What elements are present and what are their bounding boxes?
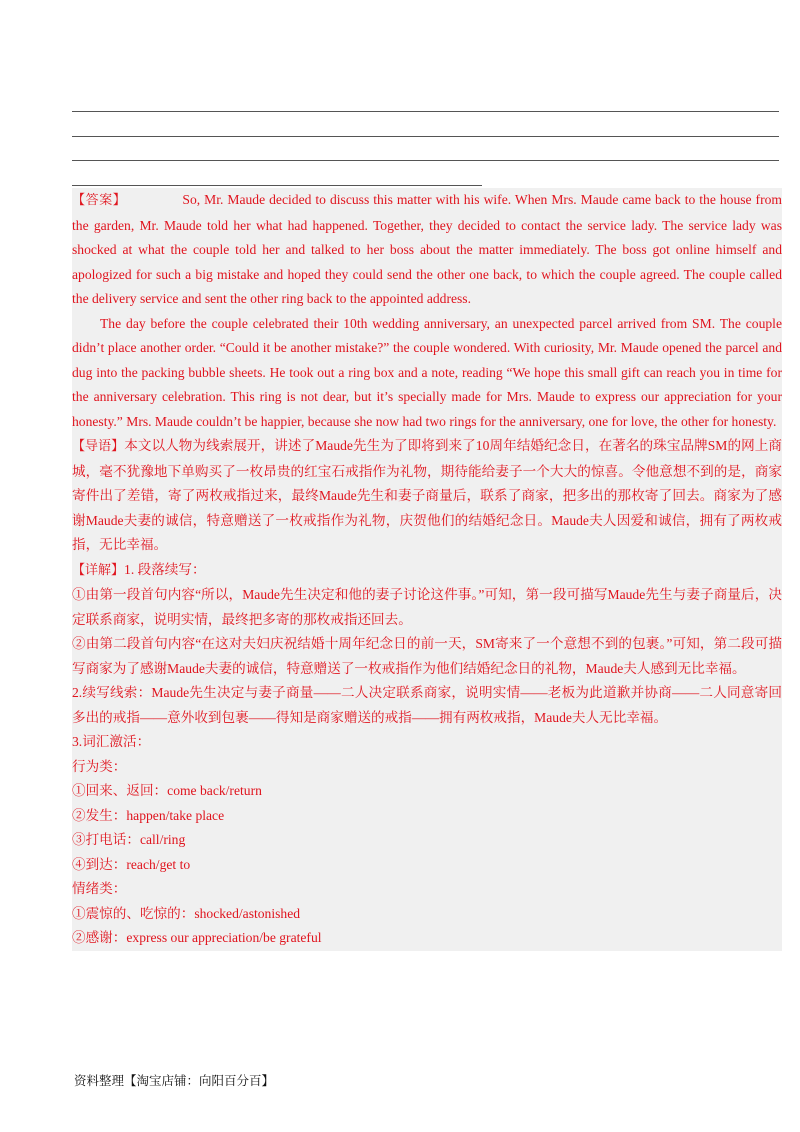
detail-clues: 2.续写线索：Maude先生决定与妻子商量——二人决定联系商家，说明实情——老板为此道歉并协商——二人同意寄回多出的戒指——意外收到包裹——得知是商家赠送的戒指——拥有两枚戒指，Maude夫人无比幸福。 xyxy=(72,685,782,725)
guide-text: 本文以人物为线索展开，讲述了Maude先生为了即将到来了10周年结婚纪念日，在著名的珠宝品牌SM的网上商城，毫不犹豫地下单购买了一枚昂贵的红宝石戒指作为礼物，期待能给妻子一个大大的惊喜。令他意想不到的是，商家寄件出了差错，寄了两枚戒指过来，最终Maude先生和妻子商量后，联系了商家，把多出的那枚寄了回去。商家为了感谢Maude夫妻的诚信，特意赠送了一枚戒指作为礼物，庆贺他们的结婚纪念日。Maude夫人因爱和诚信，拥有了两枚戒指，无比幸福。 xyxy=(72,438,782,552)
behavior-label: 行为类： xyxy=(72,758,127,774)
writing-line xyxy=(72,111,779,112)
detail-tag: 【详解】 xyxy=(72,562,125,578)
guide-tag: 【导语】 xyxy=(72,439,125,454)
vocab-item: ③打电话：call/ring xyxy=(72,832,186,847)
answer-paragraph-1 xyxy=(72,188,782,312)
vocab-heading: 3.词汇激活： xyxy=(72,734,151,749)
emotion-label: 情绪类： xyxy=(72,881,127,896)
answer-tag: 【答案】 xyxy=(72,193,127,208)
detail-heading xyxy=(72,558,782,584)
answer-text-1: So, Mr. Maude decided to discuss this matter with his wife. When Mrs. Maude came back to the house from the garden, Mr. Maude told her what had happened. Together, they decided to contact the service lady. The service lady was shocked at what the couple told her and talked to her boss about the matter immediately. The boss got online himself and apologized for such a big mistake and hoped they could send the other one back, to which the couple agreed. The couple called the delivery service and sent the other ring back to the appointed address. xyxy=(72,192,782,306)
detail-item-2: ②由第二段首句内容“在这对夫妇庆祝结婚十周年纪念日的前一天，SM寄来了一个意想不到的包裹。”可知，第二段可描写商家为了感谢Maude夫妻的诚信，特意赠送了一枚戒指作为他们结婚纪念日的礼物，Maude夫人感到无比幸福。 xyxy=(72,636,782,676)
writing-line xyxy=(72,160,779,161)
detail-heading-1: 1. 段落续写： xyxy=(124,561,206,577)
writing-line xyxy=(72,136,779,137)
writing-line-short xyxy=(72,185,482,186)
vocab-item: ①震惊的、吃惊的：shocked/astonished xyxy=(72,905,301,921)
detail-item-1: ①由第一段首句内容“所以，Maude先生决定和他的妻子讨论这件事。”可知，第一段可描写Maude先生与妻子商量后，决定联系商家，说明实情，最终把多寄的那枚戒指还回去。 xyxy=(72,587,782,627)
page-footer: 资料整理【淘宝店铺：向阳百分百】 xyxy=(74,1073,275,1088)
guide-paragraph xyxy=(72,434,782,558)
vocab-item: ②发生：happen/take place xyxy=(72,807,225,823)
vocab-item: ②感谢：express our appreciation/be grateful xyxy=(72,930,322,945)
answer-paragraph-2: The day before the couple celebrated their 10th wedding anniversary, an unexpected parcel arrived from SM. The couple didn’t place another order. “Could it be another mistake?” the couple wondered. With curiosity, Mr. Maude opened the parcel and dug into the packing bubble sheets. He took out a ring box and a note, reading “We hope this small gift can reach you in time for the anniversary celebration. This ring is not dear, but it’s specially made for Mrs. Maude to express our appreciation for your honesty.” Mrs. Maude couldn’t be happier, because she now had two rings for the anniversary, one for love, the other for honesty. xyxy=(72,315,782,429)
vocab-item: ①回来、返回：come back/return xyxy=(72,783,262,798)
vocab-item: ④到达：reach/get to xyxy=(72,856,191,872)
answer-explanation-block xyxy=(72,188,782,951)
